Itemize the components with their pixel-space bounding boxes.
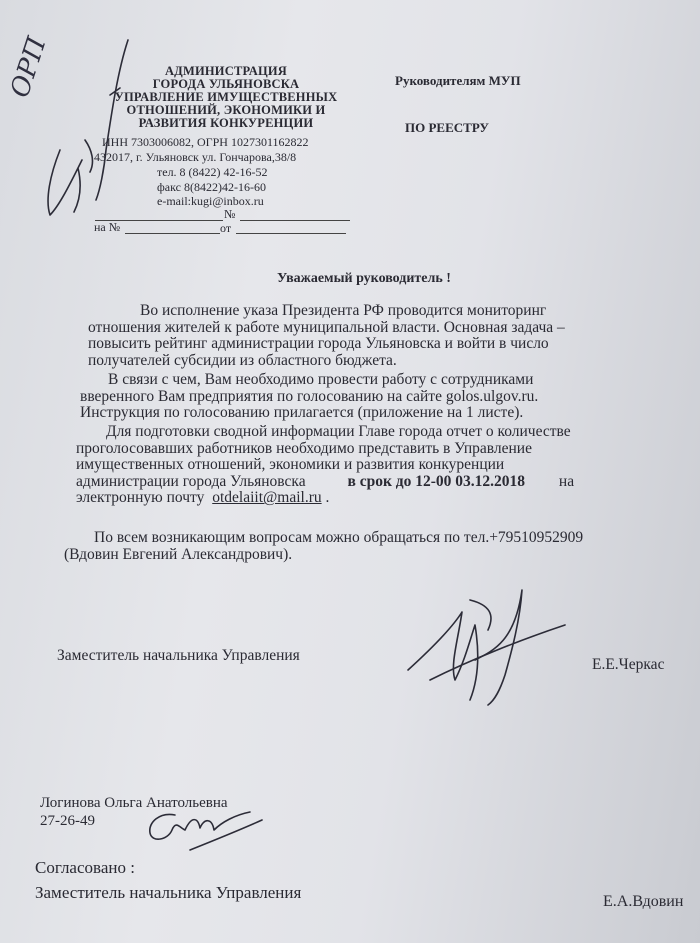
body-line: (Вдовин Евгений Александрович). <box>64 545 293 563</box>
inn-ogrn: ИНН 7303006082, ОГРН 1027301162822 <box>102 135 309 149</box>
number-symbol: № <box>224 207 236 221</box>
reply-date-label: от <box>220 221 232 235</box>
org-line: ГОРОДА УЛЬЯНОВСКА <box>152 77 300 91</box>
body-text: администрации города Ульяновска <box>76 472 306 490</box>
fax: факс 8(8422)42-16-60 <box>157 180 266 194</box>
body-line: По всем возникающим вопросам можно обращаться по тел.+79510952909 <box>94 529 584 546</box>
body-line: отношения жителей к работе муниципальной власти. Основная задача – <box>88 318 565 336</box>
approval-title: Заместитель начальника Управления <box>35 883 302 902</box>
executor-name: Логинова Ольга Анатольевна <box>40 795 228 811</box>
org-line: АДМИНИСТРАЦИЯ <box>164 64 288 78</box>
body-line: В связи с чем, Вам необходимо провести работу с сотрудниками <box>108 371 534 388</box>
executor-phone: 27-26-49 <box>40 813 95 829</box>
salutation: Уважаемый руководитель ! <box>277 271 451 286</box>
phone: тел. 8 (8422) 42-16-52 <box>157 165 268 179</box>
body-line: Для подготовки сводной информации Главе города отчет о количестве <box>106 423 571 440</box>
recipient-line1: Руководителям МУП <box>395 73 521 88</box>
body-text: . <box>321 489 330 507</box>
deadline: в срок до 12-00 03.12.2018 <box>347 472 526 490</box>
address: 432017, г. Ульяновск ул. Гончарова,38/8 <box>94 150 297 164</box>
signatory-title: Заместитель начальника Управления <box>57 647 300 664</box>
reply-to-label: на № <box>94 220 121 234</box>
email: e-mail:kugi@inbox.ru <box>157 194 264 208</box>
body-line: Во исполнение указа Президента РФ проводится мониторинг <box>140 302 547 319</box>
margin-note: ОРП <box>5 33 53 102</box>
body-line: имущественных отношений, экономики и развития конкуренции <box>76 456 505 474</box>
body-text: на <box>558 472 575 490</box>
body-text: электронную почту <box>76 489 205 507</box>
approval-name: Е.А.Вдовин <box>603 893 684 910</box>
body-line: повысить рейтинг администрации города Ульяновска и войти в число <box>88 335 549 353</box>
body-line: получателей субсидии из областного бюджета. <box>88 351 397 369</box>
body-line: вверенного Вам предприятия по голосованию на сайте golos.ulgov.ru. <box>80 387 539 405</box>
body-line: Инструкция по голосованию прилагается (приложение на 1 листе). <box>80 404 524 422</box>
body-line: проголосовавших работников необходимо представить в Управление <box>76 439 532 457</box>
contact-email-link[interactable]: otdelaiit@mail.ru <box>212 489 322 507</box>
org-line: УПРАВЛЕНИЕ ИМУЩЕСТВЕННЫХ <box>114 90 338 104</box>
recipient-line2: ПО РЕЕСТРУ <box>405 120 489 135</box>
org-line: РАЗВИТИЯ КОНКУРЕНЦИИ <box>138 116 314 130</box>
org-line: ОТНОШЕНИЙ, ЭКОНОМИКИ И <box>126 103 326 117</box>
signatory-name: Е.Е.Черкас <box>592 656 665 673</box>
approval-label: Согласовано : <box>35 858 135 877</box>
